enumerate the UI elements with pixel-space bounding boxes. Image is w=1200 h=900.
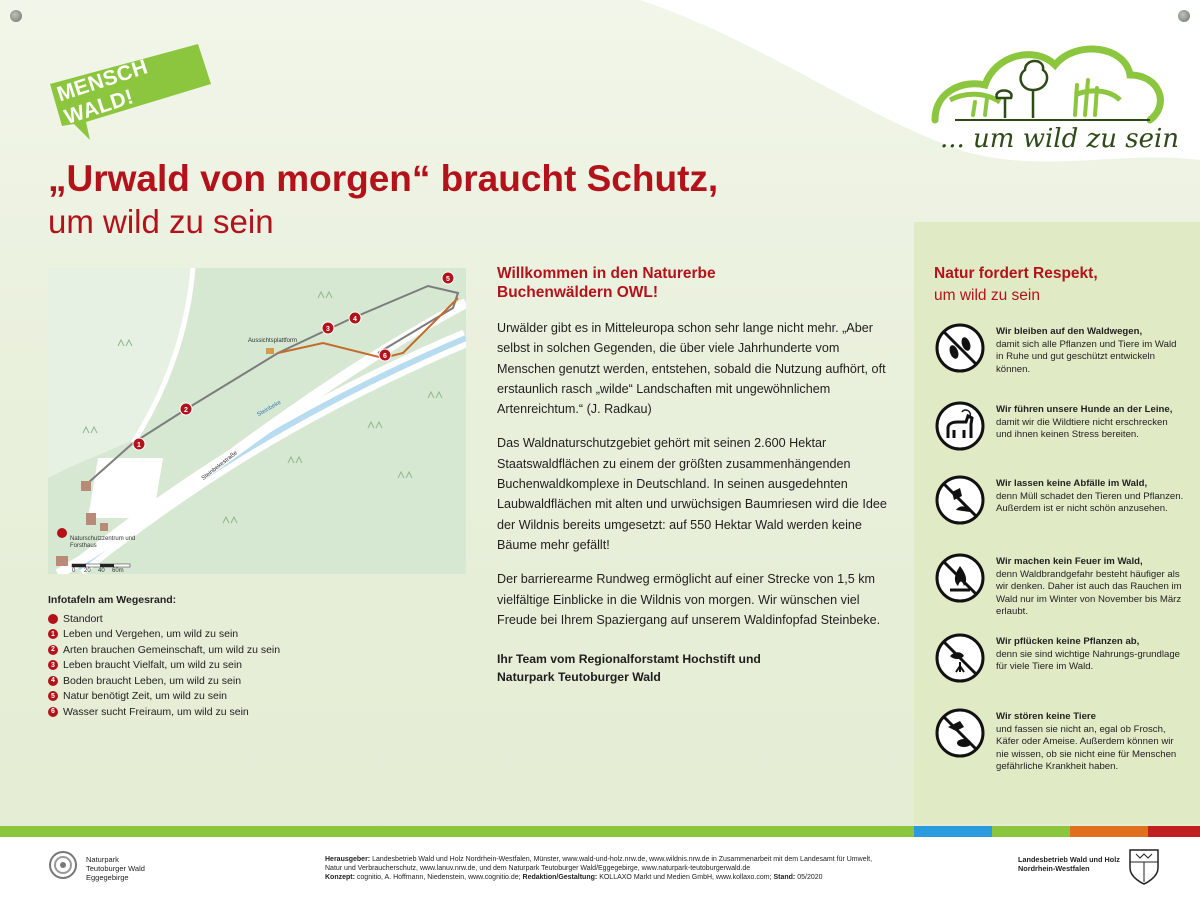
- legend-item: [48, 658, 348, 674]
- legend-number: 4: [48, 676, 58, 686]
- publisher-label: Herausgeber:: [325, 856, 371, 863]
- color-stripe-red: [1148, 826, 1200, 837]
- naturpark-logo-icon: [48, 850, 78, 880]
- no-fire-icon: [934, 552, 986, 604]
- publisher-text: Landesbetrieb Wald und Holz Nordrhein-Westfalen, Münster, www.wald-und-holz.nrw.de, www.wildnis.nrw.de in Zusammenarbeit mit dem Landesamt für Umwelt, Natur und Verbraucherschutz, www.lanuv.nrw.de, und dem Naturpark Teutoburger Wald/Eggegebirge, www.naturpark-teutoburgerwald.de: [325, 856, 873, 872]
- rule-description: denn sie sind wichtige Nahrungs-grundlage für viele Tiere im Wald.: [996, 648, 1180, 673]
- footer-imprint: [325, 855, 885, 882]
- legend-item: [48, 673, 348, 689]
- legend-item: [48, 689, 348, 705]
- rule-text: [996, 478, 1186, 516]
- legend-item-text: Arten brauchen Gemeinschaft, um wild zu sein: [63, 643, 281, 656]
- nrw-coat-of-arms-icon: [1128, 848, 1160, 886]
- map-marker-2: 2: [184, 407, 188, 414]
- welcome-heading-line: Willkommen in den Naturerbe: [497, 265, 716, 282]
- legend-number: 3: [48, 660, 58, 670]
- rule-text: [996, 326, 1186, 376]
- welcome-heading: [497, 264, 887, 302]
- legend-number: 6: [48, 707, 58, 717]
- footer-left-line: Naturpark: [86, 855, 119, 864]
- map-drawing: [48, 268, 466, 574]
- rule-title: Wir stören keine Tiere: [996, 711, 1096, 722]
- badge-text: MENSCH WALD!: [54, 55, 151, 130]
- paragraph-reserve: Das Waldnaturschutzgebiet gehört mit seinen 2.600 Hektar Staatswaldflächen zu einem der größten zusammenhängenden Buchenwaldkomplexe in Deutschland. In seinen ausgedehnten Laubwaldflächen mit alten und urwüchsigen Baumriesen wird die Idee der Wildnis bereits umgesetzt: auf 550 Hektar Wald werden keine Bäume mehr gefällt!: [497, 436, 887, 552]
- rule-description: damit sich alle Pflanzen und Tiere im Wald in Ruhe und gut geschützt entwickeln können.: [996, 338, 1177, 375]
- scale-label: 20: [84, 568, 91, 574]
- footer-left-line: Eggegebirge: [86, 873, 129, 882]
- welcome-text-column: [497, 264, 887, 686]
- map-label-stream: Steinbeke: [256, 399, 283, 419]
- scale-label: 0: [72, 568, 76, 574]
- legend-item-text: Natur benötigt Zeit, um wild zu sein: [63, 690, 227, 703]
- logo-tagline: ... um wild zu sein: [940, 124, 1180, 154]
- legend-item: [48, 704, 348, 720]
- map-legend: [48, 594, 348, 720]
- map-marker-3: 3: [326, 326, 330, 333]
- legend-item-text: Boden braucht Leben, um wild zu sein: [63, 674, 242, 687]
- design-label: Redaktion/Gestaltung:: [522, 874, 598, 881]
- date-text: 05/2020: [797, 874, 823, 881]
- rule-text: [996, 404, 1186, 442]
- legend-number: 5: [48, 691, 58, 701]
- footer-right-line: Landesbetrieb Wald und Holz: [1018, 855, 1120, 864]
- no-touching-animals-icon: [934, 707, 986, 759]
- legend-item-text: Wasser sucht Freiraum, um wild zu sein: [63, 705, 249, 718]
- screw: [1178, 10, 1190, 22]
- concept-label: Konzept:: [325, 874, 355, 881]
- rule-title: Wir machen kein Feuer im Wald,: [996, 556, 1143, 567]
- rule-title: Wir bleiben auf den Waldwegen,: [996, 326, 1143, 337]
- map-marker-1: 1: [137, 442, 141, 449]
- rule-text: [996, 711, 1186, 774]
- signature-line: Ihr Team vom Regionalforstamt Hochstift und: [497, 652, 761, 667]
- legend-item-text: Standort: [63, 612, 103, 625]
- paragraph-trail: Der barrierearme Rundweg ermöglicht auf einer Strecke von 1,5 km vielfältige Einblicke in die Wildnis von morgen. Wir wünschen viel Freude bei Ihrem Spaziergang auf unserem Waldinfopfad Steinbeke.: [497, 572, 881, 627]
- color-stripe-lime: [992, 826, 1070, 837]
- rule-description: und fassen sie nicht an, egal ob Frosch, Käfer oder Ameise. Außerdem können wir nie wissen, ob sie nicht eine für Menschen gefährliche Krankheit haben.: [996, 723, 1177, 773]
- map-label-road: Steinbekestraße: [200, 450, 239, 482]
- concept-text: cognitio, A. Hoffmann, Niedenstein, www.cognitio.de;: [356, 874, 521, 881]
- scale-label: 60m: [112, 568, 124, 574]
- rule-text: [996, 556, 1186, 619]
- trail-map: [48, 268, 466, 574]
- signature: [497, 650, 887, 686]
- color-stripe-orange: [1070, 826, 1148, 837]
- dog-on-leash-icon: [934, 400, 986, 452]
- page-title: „Urwald von morgen“ braucht Schutz,: [48, 158, 719, 199]
- rule-title: Wir führen unsere Hunde an der Leine,: [996, 404, 1173, 415]
- legend-number: 1: [48, 629, 58, 639]
- wald-und-holz-text: [1018, 855, 1120, 873]
- standort-marker: [48, 614, 58, 624]
- map-label-center: Naturschutzzentrum und Forsthaus: [70, 536, 136, 549]
- legend-item-text: Leben und Vergehen, um wild zu sein: [63, 628, 239, 641]
- scale-label: 40: [98, 568, 105, 574]
- color-stripe-green: [0, 826, 914, 837]
- naturpark-logo-text: [86, 855, 145, 882]
- rule-title: Wir pflücken keine Pflanzen ab,: [996, 636, 1140, 647]
- footer-right-line: Nordrhein-Westfalen: [1018, 864, 1090, 873]
- no-littering-icon: [934, 474, 986, 526]
- signature-line: Naturpark Teutoburger Wald: [497, 670, 661, 685]
- date-label: Stand:: [773, 874, 796, 881]
- footer-left-line: Teutoburger Wald: [86, 864, 145, 873]
- paragraph-intro: Urwälder gibt es in Mitteleuropa schon sehr lange nicht mehr. „Aber selbst in solchen Gegenden, die über viele Jahrhunderte vom Menschen genutzt werden, entstehen, sobald die Nutzung aufhört, oft erstaunlich rasch „wilde“ Landschaften mit ungewöhnlichem Artenreichtum.“ (J. Radkau): [497, 321, 886, 417]
- legend-item: [48, 627, 348, 643]
- legend-title: Infotafeln am Wegesrand:: [48, 594, 177, 606]
- map-marker-4: 4: [353, 316, 357, 323]
- rules-subheading: um wild zu sein: [934, 287, 1040, 304]
- rule-title: Wir lassen keine Abfälle im Wald,: [996, 478, 1148, 489]
- design-text: KOLLAXO Markt und Medien GmbH, www.kollaxo.com;: [599, 874, 772, 881]
- color-stripe-blue: [914, 826, 992, 837]
- legend-item: [48, 642, 348, 658]
- map-marker-6: 6: [383, 353, 387, 360]
- rule-text: [996, 636, 1186, 674]
- rules-heading: Natur fordert Respekt,: [934, 265, 1098, 282]
- map-label-lookout: Aussichtsplattform: [248, 338, 298, 344]
- no-picking-plants-icon: [934, 632, 986, 684]
- screw: [10, 10, 22, 22]
- page-subtitle: um wild zu sein: [48, 203, 274, 240]
- legend-item-text: Leben braucht Vielfalt, um wild zu sein: [63, 659, 242, 672]
- legend-item: [48, 611, 348, 627]
- rule-description: denn Waldbrandgefahr besteht häufiger als wir denken. Daher ist auch das Rauchen im Wald nur im Winter von November bis März erlaubt.: [996, 568, 1182, 618]
- rule-description: damit wir die Wildtiere nicht erschrecken und ihnen keinen Stress bereiten.: [996, 416, 1168, 441]
- legend-number: 2: [48, 645, 58, 655]
- rule-description: denn Müll schadet den Tieren und Pflanzen. Außerdem ist er nicht schön anzusehen.: [996, 490, 1184, 515]
- welcome-heading-line: Buchenwäldern OWL!: [497, 284, 659, 301]
- map-marker-5: 5: [446, 276, 450, 283]
- footprints-prohibited-icon: [934, 322, 986, 374]
